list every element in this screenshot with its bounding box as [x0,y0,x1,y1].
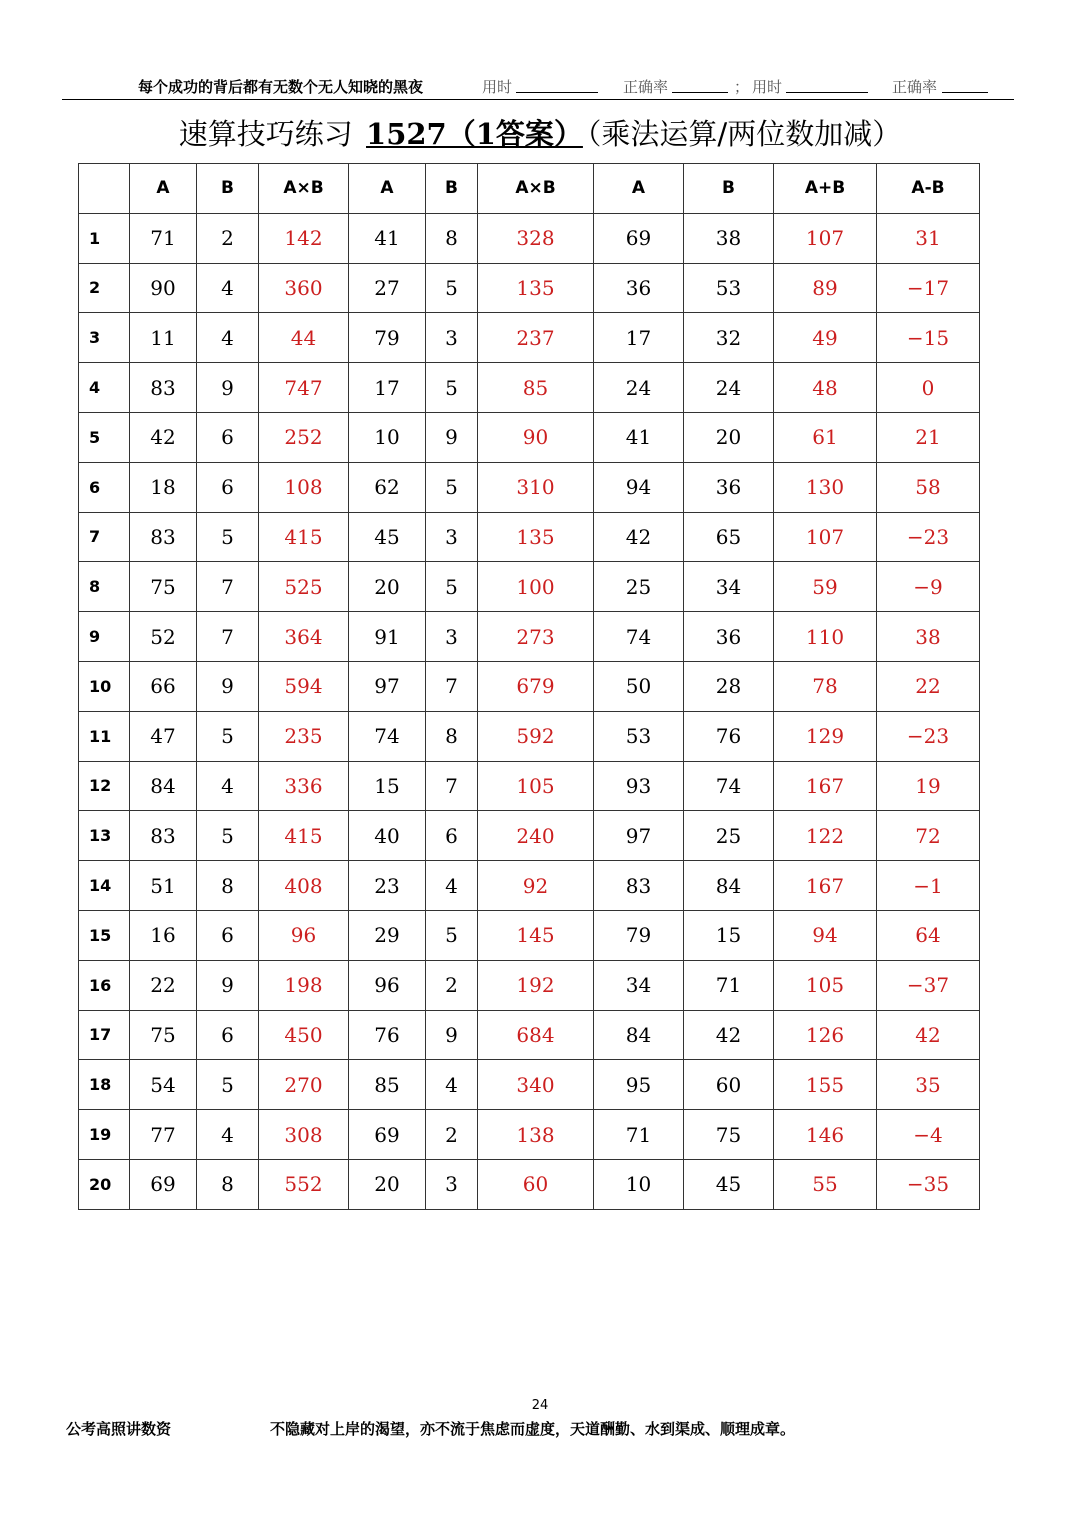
cell-product1: 747 [259,363,349,413]
cell-b1: 5 [197,512,259,562]
cell-a3: 36 [594,263,684,313]
cell-b3: 36 [684,462,774,512]
table-row [79,861,980,911]
cell-b2: 8 [426,213,478,263]
cell-b1: 9 [197,661,259,711]
table-row [79,711,980,761]
cell-b3: 28 [684,661,774,711]
cell-a1: 69 [130,1159,197,1209]
cell-difference: −9 [877,562,980,612]
cell-index: 14 [79,861,130,911]
cell-product1: 415 [259,811,349,861]
cell-index: 20 [79,1159,130,1209]
cell-product2: 135 [478,263,594,313]
cell-a3: 17 [594,313,684,363]
time-blank-2[interactable] [786,92,868,93]
table-row [79,263,980,313]
header-separator: ； [734,78,750,96]
table-row [79,1110,980,1160]
cell-difference: 38 [877,612,980,662]
cell-sum: 167 [774,861,877,911]
cell-a1: 71 [130,213,197,263]
cell-b1: 2 [197,213,259,263]
cell-a3: 42 [594,512,684,562]
header-difference: A-B [877,164,980,214]
cell-index: 5 [79,412,130,462]
cell-a3: 10 [594,1159,684,1209]
cell-product1: 336 [259,761,349,811]
cell-a2: 27 [349,263,426,313]
footer-right: 不隐藏对上岸的渴望，亦不流于焦虑而虚度，天道酬勤、水到渠成、顺理成章。 [270,1420,796,1438]
cell-a3: 69 [594,213,684,263]
cell-product2: 310 [478,462,594,512]
table-row [79,512,980,562]
cell-sum: 94 [774,910,877,960]
header-a2: A [349,164,426,214]
cell-product2: 105 [478,761,594,811]
cell-index: 12 [79,761,130,811]
cell-b1: 8 [197,861,259,911]
cell-a1: 22 [130,960,197,1010]
cell-b2: 2 [426,960,478,1010]
cell-sum: 107 [774,213,877,263]
cell-b1: 7 [197,612,259,662]
cell-a3: 84 [594,1010,684,1060]
cell-product2: 135 [478,512,594,562]
cell-difference: −1 [877,861,980,911]
cell-b2: 5 [426,263,478,313]
cell-index: 15 [79,910,130,960]
cell-a1: 75 [130,1010,197,1060]
cell-difference: 19 [877,761,980,811]
cell-difference: 0 [877,363,980,413]
cell-index: 17 [79,1010,130,1060]
cell-sum: 61 [774,412,877,462]
cell-product2: 273 [478,612,594,662]
cell-a1: 83 [130,363,197,413]
cell-a1: 66 [130,661,197,711]
cell-sum: 130 [774,462,877,512]
accuracy-blank-2[interactable] [942,92,988,93]
cell-difference: 58 [877,462,980,512]
cell-product2: 328 [478,213,594,263]
table-row [79,462,980,512]
cell-index: 13 [79,811,130,861]
cell-b1: 6 [197,1010,259,1060]
cell-product2: 592 [478,711,594,761]
header-line [62,74,1014,98]
cell-sum: 107 [774,512,877,562]
cell-b2: 5 [426,562,478,612]
cell-index: 4 [79,363,130,413]
cell-b3: 25 [684,811,774,861]
cell-b3: 36 [684,612,774,662]
cell-index: 19 [79,1110,130,1160]
page-number: 24 [531,1398,549,1413]
cell-difference: 35 [877,1060,980,1110]
cell-b1: 8 [197,1159,259,1209]
cell-a1: 84 [130,761,197,811]
cell-b1: 7 [197,562,259,612]
cell-b3: 38 [684,213,774,263]
cell-product2: 60 [478,1159,594,1209]
cell-a1: 51 [130,861,197,911]
cell-b3: 71 [684,960,774,1010]
cell-a1: 54 [130,1060,197,1110]
cell-product1: 364 [259,612,349,662]
cell-product2: 340 [478,1060,594,1110]
cell-product2: 85 [478,363,594,413]
cell-a2: 76 [349,1010,426,1060]
cell-a2: 23 [349,861,426,911]
cell-a2: 79 [349,313,426,363]
page-title [0,112,1080,153]
cell-a1: 42 [130,412,197,462]
title-subtitle: （乘法运算/两位数加减） [586,117,902,151]
cell-b2: 3 [426,313,478,363]
cell-b2: 4 [426,1060,478,1110]
cell-sum: 126 [774,1010,877,1060]
table-row [79,412,980,462]
cell-product1: 552 [259,1159,349,1209]
cell-difference: −35 [877,1159,980,1209]
cell-b1: 5 [197,811,259,861]
cell-b1: 6 [197,462,259,512]
cell-b2: 7 [426,661,478,711]
table-row [79,1060,980,1110]
cell-product1: 360 [259,263,349,313]
cell-a1: 77 [130,1110,197,1160]
cell-a2: 96 [349,960,426,1010]
cell-b1: 4 [197,263,259,313]
header-a1: A [130,164,197,214]
table-body [79,213,980,1209]
cell-a3: 95 [594,1060,684,1110]
header-rule [62,99,1014,100]
table-row [79,1159,980,1209]
cell-difference: −23 [877,711,980,761]
table-row [79,811,980,861]
table-row [79,910,980,960]
table-row [79,313,980,363]
cell-b3: 75 [684,1110,774,1160]
cell-a2: 40 [349,811,426,861]
header-index [79,164,130,214]
cell-a2: 45 [349,512,426,562]
cell-a1: 18 [130,462,197,512]
table-row [79,363,980,413]
cell-a2: 20 [349,562,426,612]
cell-a1: 16 [130,910,197,960]
time-label-1: 用时 [482,78,513,96]
cell-product1: 198 [259,960,349,1010]
header-product1: A×B [259,164,349,214]
cell-sum: 167 [774,761,877,811]
cell-a3: 94 [594,462,684,512]
cell-sum: 129 [774,711,877,761]
cell-b3: 84 [684,861,774,911]
cell-b1: 5 [197,711,259,761]
cell-b3: 20 [684,412,774,462]
cell-sum: 105 [774,960,877,1010]
cell-a3: 93 [594,761,684,811]
cell-b2: 5 [426,462,478,512]
cell-b2: 8 [426,711,478,761]
table-row [79,761,980,811]
cell-difference: 21 [877,412,980,462]
cell-b2: 9 [426,412,478,462]
cell-a2: 91 [349,612,426,662]
cell-a3: 97 [594,811,684,861]
cell-a3: 25 [594,562,684,612]
cell-sum: 48 [774,363,877,413]
cell-product2: 138 [478,1110,594,1160]
cell-product1: 308 [259,1110,349,1160]
cell-difference: −23 [877,512,980,562]
cell-product1: 44 [259,313,349,363]
header-product2: A×B [478,164,594,214]
cell-a3: 24 [594,363,684,413]
cell-product2: 684 [478,1010,594,1060]
cell-a3: 53 [594,711,684,761]
cell-product2: 237 [478,313,594,363]
cell-product1: 108 [259,462,349,512]
cell-a3: 34 [594,960,684,1010]
cell-index: 11 [79,711,130,761]
cell-b2: 6 [426,811,478,861]
cell-a3: 79 [594,910,684,960]
cell-sum: 49 [774,313,877,363]
time-label-2: 用时 [752,78,783,96]
header-b1: B [197,164,259,214]
title-code: 1527（1答案） [366,117,583,151]
cell-a1: 83 [130,811,197,861]
cell-b1: 6 [197,412,259,462]
cell-difference: −17 [877,263,980,313]
cell-a3: 41 [594,412,684,462]
cell-product2: 679 [478,661,594,711]
cell-a2: 10 [349,412,426,462]
cell-a1: 52 [130,612,197,662]
cell-index: 3 [79,313,130,363]
time-blank-1[interactable] [516,92,598,93]
cell-product1: 96 [259,910,349,960]
cell-product2: 100 [478,562,594,612]
cell-index: 2 [79,263,130,313]
cell-product2: 145 [478,910,594,960]
header-sum: A+B [774,164,877,214]
cell-b1: 4 [197,761,259,811]
cell-a2: 17 [349,363,426,413]
cell-b3: 60 [684,1060,774,1110]
cell-sum: 59 [774,562,877,612]
cell-index: 9 [79,612,130,662]
cell-b1: 4 [197,1110,259,1160]
cell-product2: 92 [478,861,594,911]
accuracy-label-1: 正确率 [623,78,669,96]
cell-b1: 6 [197,910,259,960]
cell-product1: 594 [259,661,349,711]
cell-b2: 4 [426,861,478,911]
table-row [79,562,980,612]
cell-a1: 90 [130,263,197,313]
cell-product1: 415 [259,512,349,562]
cell-a1: 11 [130,313,197,363]
cell-difference: −15 [877,313,980,363]
cell-sum: 146 [774,1110,877,1160]
cell-difference: −37 [877,960,980,1010]
cell-product1: 235 [259,711,349,761]
cell-a2: 41 [349,213,426,263]
cell-a1: 83 [130,512,197,562]
cell-product1: 525 [259,562,349,612]
cell-a2: 69 [349,1110,426,1160]
cell-b1: 9 [197,363,259,413]
cell-difference: 64 [877,910,980,960]
cell-sum: 122 [774,811,877,861]
cell-difference: 72 [877,811,980,861]
cell-b2: 5 [426,910,478,960]
cell-difference: −4 [877,1110,980,1160]
cell-difference: 22 [877,661,980,711]
cell-b2: 2 [426,1110,478,1160]
cell-sum: 155 [774,1060,877,1110]
cell-b2: 3 [426,612,478,662]
accuracy-label-2: 正确率 [892,78,938,96]
cell-b2: 3 [426,512,478,562]
cell-index: 1 [79,213,130,263]
cell-b2: 5 [426,363,478,413]
cell-b3: 45 [684,1159,774,1209]
cell-a2: 20 [349,1159,426,1209]
cell-product1: 450 [259,1010,349,1060]
cell-product1: 408 [259,861,349,911]
cell-a1: 75 [130,562,197,612]
cell-b2: 3 [426,1159,478,1209]
cell-a2: 74 [349,711,426,761]
cell-product1: 252 [259,412,349,462]
cell-index: 10 [79,661,130,711]
header-b2: B [426,164,478,214]
cell-index: 8 [79,562,130,612]
header-motto: 每个成功的背后都有无数个无人知晓的黑夜 [138,78,424,96]
table-row [79,612,980,662]
cell-product1: 142 [259,213,349,263]
table-row [79,1010,980,1060]
cell-a3: 83 [594,861,684,911]
cell-sum: 89 [774,263,877,313]
cell-sum: 110 [774,612,877,662]
table-row [79,960,980,1010]
cell-a2: 85 [349,1060,426,1110]
footer-left: 公考高照讲数资 [66,1420,172,1438]
accuracy-blank-1[interactable] [672,92,728,93]
cell-b3: 42 [684,1010,774,1060]
table-row [79,661,980,711]
cell-b3: 15 [684,910,774,960]
cell-a1: 47 [130,711,197,761]
cell-product2: 240 [478,811,594,861]
cell-index: 6 [79,462,130,512]
cell-b1: 5 [197,1060,259,1110]
cell-index: 16 [79,960,130,1010]
table-header-row [79,164,980,214]
exercise-table [78,163,980,1210]
cell-product2: 90 [478,412,594,462]
cell-difference: 42 [877,1010,980,1060]
cell-b3: 32 [684,313,774,363]
cell-index: 7 [79,512,130,562]
cell-product2: 192 [478,960,594,1010]
cell-b3: 24 [684,363,774,413]
cell-b3: 74 [684,761,774,811]
cell-product1: 270 [259,1060,349,1110]
cell-a3: 74 [594,612,684,662]
cell-a3: 71 [594,1110,684,1160]
cell-b3: 34 [684,562,774,612]
cell-a2: 97 [349,661,426,711]
cell-sum: 78 [774,661,877,711]
cell-a2: 62 [349,462,426,512]
cell-b3: 53 [684,263,774,313]
cell-b1: 9 [197,960,259,1010]
cell-sum: 55 [774,1159,877,1209]
cell-a2: 29 [349,910,426,960]
header-b3: B [684,164,774,214]
cell-b2: 9 [426,1010,478,1060]
cell-a2: 15 [349,761,426,811]
header-a3: A [594,164,684,214]
cell-index: 18 [79,1060,130,1110]
cell-b3: 65 [684,512,774,562]
cell-b2: 7 [426,761,478,811]
cell-a3: 50 [594,661,684,711]
table-row [79,213,980,263]
cell-difference: 31 [877,213,980,263]
cell-b1: 4 [197,313,259,363]
cell-b3: 76 [684,711,774,761]
title-main: 速算技巧练习 [178,117,353,151]
